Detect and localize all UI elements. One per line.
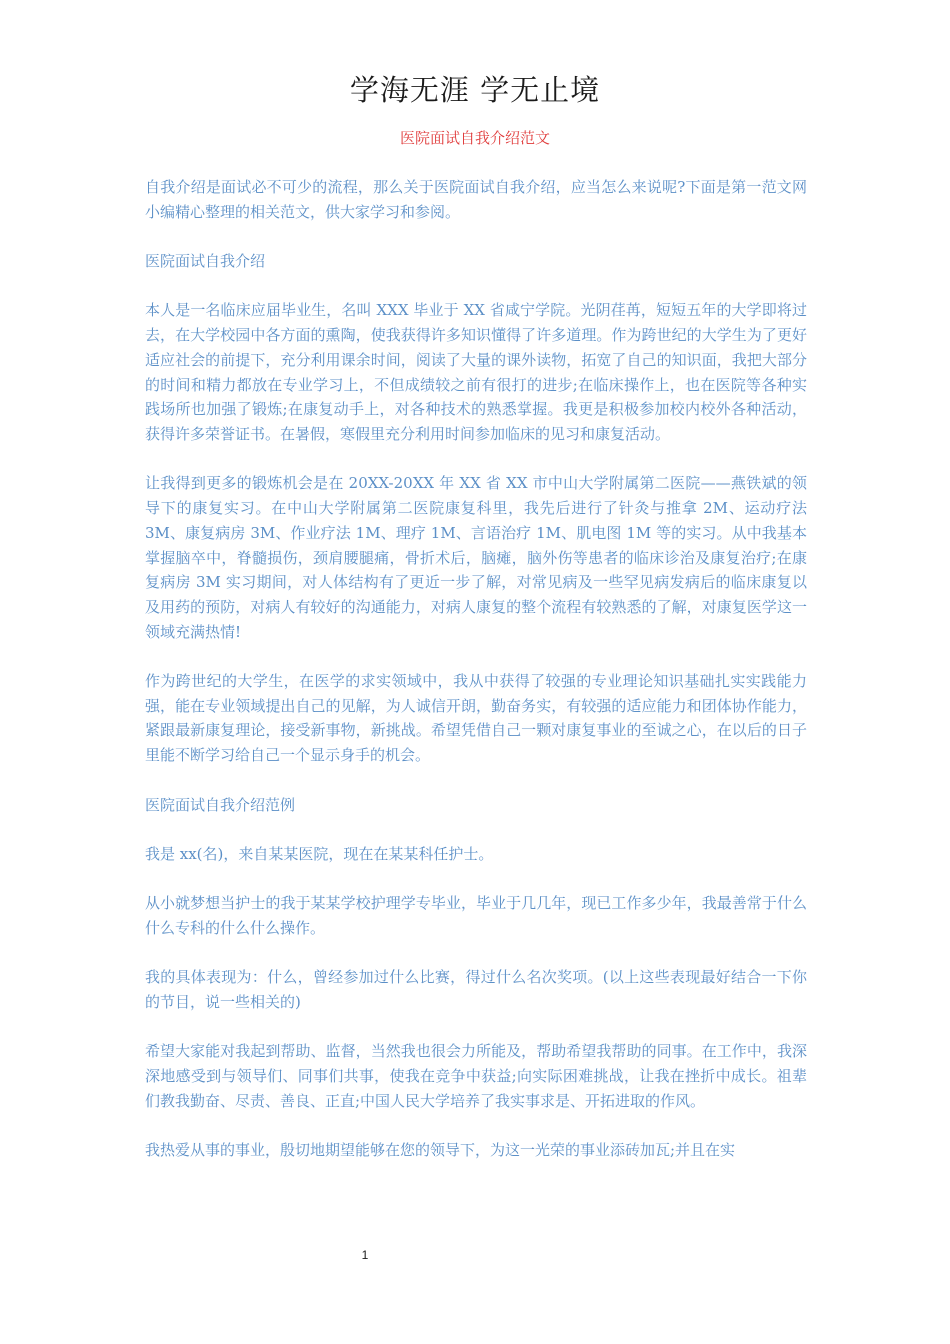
body-paragraph: 让我得到更多的锻炼机会是在 20XX-20XX 年 XX 省 XX 市中山大学附属第二医院——燕铁斌的领导下的康复实习。在中山大学附属第二医院康复科里，我先后进行了针灸与推拿 2M、运动疗法 3M、康复病房 3M、作业疗法 1M、理疗 1M、言语治疗 1M、肌电图 1M 等的实习。从中我基本掌握脑卒中，脊髓损伤，颈肩腰腿痛，骨折术后，脑瘫，脑外伤等患者的临床诊治及康复治疗;在康复病房 3M 实习期间，对人体结构有了更近一步了解，对常见病及一些罕见病发病后的临床康复以及用药的预防，对病人有较好的沟通能力，对病人康复的整个流程有较熟悉的了解，对康复医学这一领域充满热情! bbox=[145, 474, 807, 641]
section-heading: 医院面试自我介绍范例 bbox=[145, 795, 296, 814]
document-title: 医院面试自我介绍范文 bbox=[399, 129, 550, 147]
header-title: 学海无涯 学无止境 bbox=[349, 73, 601, 107]
body-paragraph: 我是 xx(名)，来自某某医院，现在在某某科任护士。 bbox=[145, 844, 494, 863]
intro-paragraph: 自我介绍是面试必不可少的流程，那么关于医院面试自我介绍，应当怎么来说呢?下面是第一范文网小编精心整理的相关范文，供大家学习和参阅。 bbox=[145, 178, 807, 221]
body-paragraph: 作为跨世纪的大学生，在医学的求实领域中，我从中获得了较强的专业理论知识基础扎实实践能力强，能在专业领域提出自己的见解，为人诚信开朗，勤奋务实，有较强的适应能力和团体协作能力，紧跟最新康复理论，接受新事物，新挑战。希望凭借自己一颗对康复事业的至诚之心，在以后的日子里能不断学习给自己一个显示身手的机会。 bbox=[145, 672, 807, 765]
document-body bbox=[145, 175, 807, 1188]
page-number: 1 bbox=[361, 1248, 369, 1262]
body-paragraph: 本人是一名临床应届毕业生，名叫 XXX 毕业于 XX 省咸宁学院。光阴荏苒，短短五年的大学即将过去，在大学校园中各方面的熏陶，使我获得许多知识懂得了许多道理。作为跨世纪的大学生为了更好适应社会的前提下，充分利用课余时间，阅读了大量的课外读物，拓宽了自己的知识面，我把大部分的时间和精力都放在专业学习上，不但成绩较之前有很打的进步;在临床操作上，也在医院等各种实践场所也加强了锻炼;在康复动手上，对各种技术的熟悉掌握。我更是积极参加校内校外各种活动，获得许多荣誉证书。在暑假，寒假里充分利用时间参加临床的见习和康复活动。 bbox=[145, 301, 807, 443]
section-heading: 医院面试自我介绍 bbox=[145, 252, 266, 271]
body-paragraph: 希望大家能对我起到帮助、监督，当然我也很会力所能及，帮助希望我帮助的同事。在工作中，我深深地感受到与领导们、同事们共事，使我在竞争中获益;向实际困难挑战，让我在挫折中成长。祖辈们教我勤奋、尽责、善良、正直;中国人民大学培养了我实事求是、开拓进取的作风。 bbox=[145, 1042, 807, 1110]
body-paragraph: 我的具体表现为：什么，曾经参加过什么比赛，得过什么名次奖项。(以上这些表现最好结合一下你的节目，说一些相关的) bbox=[145, 968, 807, 1012]
body-paragraph: 我热爱从事的事业，殷切地期望能够在您的领导下，为这一光荣的事业添砖加瓦;并且在实 bbox=[145, 1141, 736, 1160]
body-paragraph: 从小就梦想当护士的我于某某学校护理学专毕业，毕业于几几年，现已工作多少年，我最善常于什么什么专科的什么什么操作。 bbox=[145, 894, 807, 937]
